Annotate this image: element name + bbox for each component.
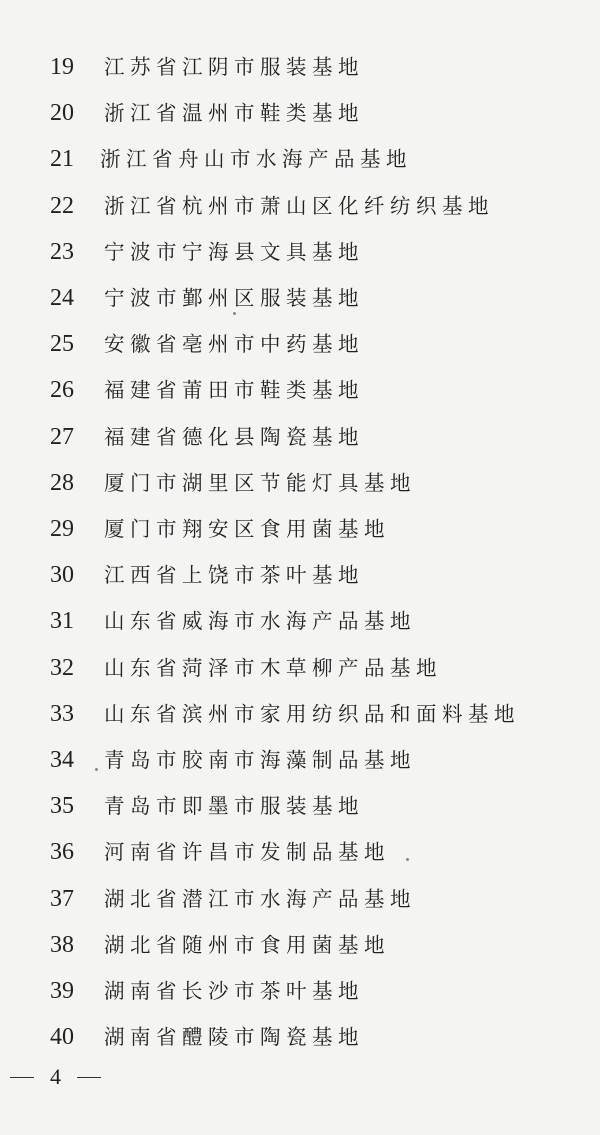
footer-dash-left [10,1077,34,1078]
item-label: 山东省威海市水海产品基地 [104,609,416,633]
list-item [0,463,600,503]
item-number: 20 [50,100,74,126]
item-number: 39 [50,978,74,1004]
list-item [0,417,600,457]
list-item [0,370,600,410]
item-number: 37 [50,886,74,912]
list-item [0,601,600,641]
item-number: 40 [50,1024,74,1050]
item-label: 福建省莆田市鞋类基地 [104,378,364,402]
page-footer [0,1060,200,1094]
item-number: 22 [50,193,74,219]
page-number: 4 [50,1064,61,1089]
item-number: 25 [50,331,74,357]
item-label: 青岛市即墨市服装基地 [104,794,364,818]
list-item [0,694,600,734]
item-label: 安徽省亳州市中药基地 [104,332,364,356]
item-label: 湖南省长沙市茶叶基地 [104,979,364,1003]
item-label: 河南省许昌市发制品基地 [104,840,390,864]
item-label: 江西省上饶市茶叶基地 [104,563,364,587]
list-item [0,47,600,87]
item-number: 23 [50,239,74,265]
list-item [0,509,600,549]
item-number: 33 [50,701,74,727]
item-number: 34 [50,747,74,773]
list-item [0,832,600,872]
item-label: 湖北省潜江市水海产品基地 [104,887,416,911]
footer-dash-right [77,1077,101,1078]
scan-speck [95,768,98,771]
item-number: 21 [50,146,74,172]
list-item [0,324,600,364]
list-item [0,740,600,780]
item-label: 福建省德化县陶瓷基地 [104,425,364,449]
item-label: 厦门市翔安区食用菌基地 [104,517,390,541]
item-number: 19 [50,54,74,80]
item-label: 青岛市胶南市海藻制品基地 [104,748,416,772]
item-label: 宁波市宁海县文具基地 [104,240,364,264]
item-label: 山东省滨州市家用纺织品和面料基地 [104,702,520,726]
item-label: 山东省菏泽市木草柳产品基地 [104,656,442,680]
item-label: 江苏省江阴市服装基地 [104,55,364,79]
list-item [0,555,600,595]
item-number: 28 [50,470,74,496]
item-number: 35 [50,793,74,819]
list-item [0,925,600,965]
item-number: 38 [50,932,74,958]
item-label: 宁波市鄞州区服装基地 [104,286,364,310]
item-number: 29 [50,516,74,542]
item-number: 32 [50,655,74,681]
item-number: 30 [50,562,74,588]
scan-speck [233,312,236,315]
list-item [0,93,600,133]
item-number: 36 [50,839,74,865]
list-item [0,139,600,179]
list-item [0,971,600,1011]
item-label: 浙江省温州市鞋类基地 [104,101,364,125]
scan-speck [406,858,409,861]
item-label: 湖南省醴陵市陶瓷基地 [104,1025,364,1049]
item-number: 26 [50,377,74,403]
item-label: 浙江省舟山市水海产品基地 [100,147,412,171]
list-item [0,648,600,688]
list-item [0,1017,600,1057]
list-item [0,186,600,226]
item-label: 湖北省随州市食用菌基地 [104,933,390,957]
list-item [0,232,600,272]
item-number: 24 [50,285,74,311]
item-number: 31 [50,608,74,634]
item-number: 27 [50,424,74,450]
item-label: 浙江省杭州市萧山区化纤纺织基地 [104,194,494,218]
item-label: 厦门市湖里区节能灯具基地 [104,471,416,495]
list-item [0,879,600,919]
list-item [0,786,600,826]
list-item [0,278,600,318]
